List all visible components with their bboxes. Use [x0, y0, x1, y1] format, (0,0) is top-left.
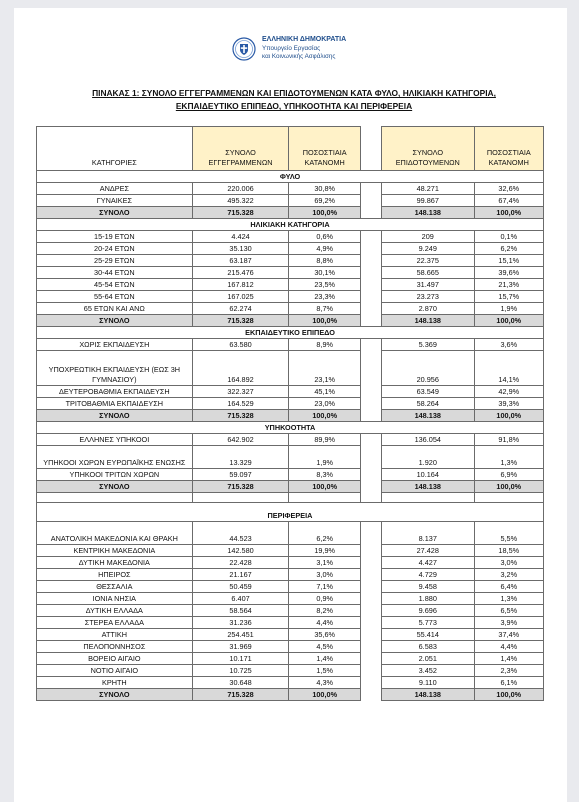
logo-line-3: και Κοινωνικής Ασφάλισης — [262, 53, 336, 60]
spacer — [360, 410, 381, 422]
row-label: ΥΠΗΚΟΟΙ ΧΩΡΩΝ ΕΥΡΩΠΑΪΚΗΣ ΕΝΩΣΗΣ — [37, 446, 193, 469]
registered-pct-value: 7,1% — [289, 581, 361, 593]
subsidized-value: 55.414 — [381, 629, 474, 641]
registered-pct-value: 6,2% — [289, 522, 361, 545]
subsidized-pct-value: 39,3% — [474, 398, 543, 410]
logo-line-1: ΕΛΛΗΝΙΚΗ ΔΗΜΟΚΡΑΤΙΑ — [262, 36, 347, 43]
subsidized-pct-value: 0,1% — [474, 231, 543, 243]
header-registered-pct: ΠΟΣΟΣΤΙΑΙΑ ΚΑΤΑΝΟΜΗ — [289, 127, 361, 171]
spacer — [360, 231, 381, 243]
row-label: ΑΝΑΤΟΛΙΚΗ ΜΑΚΕΔΟΝΙΑ ΚΑΙ ΘΡΑΚΗ — [37, 522, 193, 545]
registered-pct-value: 30,1% — [289, 267, 361, 279]
row-label: 65 ΕΤΩΝ ΚΑΙ ΑΝΩ — [37, 303, 193, 315]
spacer — [360, 255, 381, 267]
registered-value: 31.969 — [192, 641, 289, 653]
spacer-cell — [37, 493, 193, 503]
table-row — [37, 195, 544, 207]
subsidized-pct-value: 5,5% — [474, 522, 543, 545]
registered-value: 10.725 — [192, 665, 289, 677]
row-label: ΣΥΝΟΛΟ — [37, 410, 193, 422]
table-row — [37, 593, 544, 605]
registered-pct-value: 8,9% — [289, 339, 361, 351]
registered-pct-value: 69,2% — [289, 195, 361, 207]
row-label: ΑΤΤΙΚΗ — [37, 629, 193, 641]
total-row — [37, 207, 544, 219]
spacer — [360, 557, 381, 569]
ministry-logo — [232, 36, 372, 66]
table-row — [37, 569, 544, 581]
section-title: ΥΠΗΚΟΟΤΗΤΑ — [37, 422, 544, 434]
subsidized-pct-value: 1,3% — [474, 446, 543, 469]
total-row — [37, 689, 544, 701]
spacer — [360, 593, 381, 605]
row-label: 25-29 ΕΤΩΝ — [37, 255, 193, 267]
table-row — [37, 522, 544, 545]
subsidized-value: 209 — [381, 231, 474, 243]
spacer — [360, 605, 381, 617]
registered-pct-value: 0,6% — [289, 231, 361, 243]
row-label: ΓΥΝΑΙΚΕΣ — [37, 195, 193, 207]
row-label: ΝΟΤΙΟ ΑΙΓΑΙΟ — [37, 665, 193, 677]
registered-pct-value: 100,0% — [289, 207, 361, 219]
subsidized-value: 2.870 — [381, 303, 474, 315]
spacer — [360, 689, 381, 701]
table-row — [37, 267, 544, 279]
subsidized-value: 63.549 — [381, 386, 474, 398]
subsidized-value: 148.138 — [381, 481, 474, 493]
subsidized-pct-value: 37,4% — [474, 629, 543, 641]
subsidized-value: 48.271 — [381, 183, 474, 195]
registered-value: 59.097 — [192, 469, 289, 481]
registered-value: 715.328 — [192, 315, 289, 327]
spacer — [360, 653, 381, 665]
header-subsidized: ΣΥΝΟΛΟ ΕΠΙΔΟΤΟΥΜΕΝΩΝ — [381, 127, 474, 171]
registered-pct-value: 8,3% — [289, 469, 361, 481]
row-label: ΠΕΛΟΠΟΝΝΗΣΟΣ — [37, 641, 193, 653]
registered-value: 215.476 — [192, 267, 289, 279]
spacer-cell — [289, 493, 361, 503]
total-row — [37, 315, 544, 327]
row-label: ΙΟΝΙΑ ΝΗΣΙΑ — [37, 593, 193, 605]
registered-value: 715.328 — [192, 689, 289, 701]
subsidized-value: 31.497 — [381, 279, 474, 291]
registered-value: 6.407 — [192, 593, 289, 605]
subsidized-value: 9.696 — [381, 605, 474, 617]
subsidized-pct-value: 3,0% — [474, 557, 543, 569]
header-category: ΚΑΤΗΓΟΡΙΕΣ — [37, 127, 193, 171]
subsidized-value: 22.375 — [381, 255, 474, 267]
spacer — [360, 581, 381, 593]
registered-value: 715.328 — [192, 207, 289, 219]
section-title: ΕΚΠΑΙΔΕΥΤΙΚΟ ΕΠΙΠΕΔΟ — [37, 327, 544, 339]
spacer — [360, 677, 381, 689]
subsidized-value: 5.369 — [381, 339, 474, 351]
subsidized-value: 3.452 — [381, 665, 474, 677]
subsidized-pct-value: 6,2% — [474, 243, 543, 255]
subsidized-value: 148.138 — [381, 207, 474, 219]
table-row — [37, 557, 544, 569]
registered-value: 715.328 — [192, 481, 289, 493]
registered-pct-value: 1,9% — [289, 446, 361, 469]
subsidized-value: 6.583 — [381, 641, 474, 653]
table-row — [37, 398, 544, 410]
registered-pct-value: 100,0% — [289, 481, 361, 493]
subsidized-pct-value: 21,3% — [474, 279, 543, 291]
spacer — [360, 267, 381, 279]
subsidized-pct-value: 1,3% — [474, 593, 543, 605]
total-row — [37, 481, 544, 493]
subsidized-value: 9.458 — [381, 581, 474, 593]
table-title-line-2: ΕΚΠΑΙΔΕΥΤΙΚΟ ΕΠΙΠΕΔΟ, ΥΠΗΚΟΟΤΗΤΑ ΚΑΙ ΠΕΡΙΦΕΡΕΙΑ — [175, 101, 413, 111]
spacer-cell — [360, 493, 381, 503]
registered-value: 50.459 — [192, 581, 289, 593]
registered-pct-value: 45,1% — [289, 386, 361, 398]
row-label: ΧΩΡΙΣ ΕΚΠΑΙΔΕΥΣΗ — [37, 339, 193, 351]
row-label: ΤΡΙΤΟΒΑΘΜΙΑ ΕΚΠΑΙΔΕΥΣΗ — [37, 398, 193, 410]
section-title: ΠΕΡΙΦΕΡΕΙΑ — [37, 503, 544, 522]
row-label: 55-64 ΕΤΩΝ — [37, 291, 193, 303]
table-row — [37, 677, 544, 689]
spacer-cell — [192, 493, 289, 503]
registered-value: 4.424 — [192, 231, 289, 243]
table-row — [37, 303, 544, 315]
spacer — [360, 195, 381, 207]
table-row — [37, 545, 544, 557]
subsidized-pct-value: 4,4% — [474, 641, 543, 653]
subsidized-pct-value: 91,8% — [474, 434, 543, 446]
row-label: ΣΤΕΡΕΑ ΕΛΛΑΔΑ — [37, 617, 193, 629]
section-header-row — [37, 327, 544, 339]
subsidized-pct-value: 18,5% — [474, 545, 543, 557]
subsidized-pct-value: 3,6% — [474, 339, 543, 351]
row-label: ΚΡΗΤΗ — [37, 677, 193, 689]
registered-value: 21.167 — [192, 569, 289, 581]
subsidized-value: 9.110 — [381, 677, 474, 689]
registered-pct-value: 4,5% — [289, 641, 361, 653]
subsidized-pct-value: 1,9% — [474, 303, 543, 315]
subsidized-value: 1.880 — [381, 593, 474, 605]
table-title-line-1: ΠΙΝΑΚΑΣ 1: ΣΥΝΟΛΟ ΕΓΓΕΓΡΑΜΜΕΝΩΝ ΚΑΙ ΕΠΙΔΟΤΟΥΜΕΝΩΝ ΚΑΤΑ ΦΥΛΟ, ΗΛΙΚΙΑΚΗ ΚΑΤΗΓΟΡΙΑ, — [92, 88, 496, 98]
registered-pct-value: 0,9% — [289, 593, 361, 605]
statistics-table — [36, 126, 544, 701]
row-label: ΒΟΡΕΙΟ ΑΙΓΑΙΟ — [37, 653, 193, 665]
registered-value: 58.564 — [192, 605, 289, 617]
subsidized-pct-value: 14,1% — [474, 351, 543, 386]
subsidized-value: 148.138 — [381, 315, 474, 327]
registered-value: 495.322 — [192, 195, 289, 207]
header-registered: ΣΥΝΟΛΟ ΕΓΓΕΓΡΑΜΜΕΝΩΝ — [192, 127, 289, 171]
table-row — [37, 183, 544, 195]
registered-pct-value: 89,9% — [289, 434, 361, 446]
table-row — [37, 351, 544, 386]
subsidized-value: 27.428 — [381, 545, 474, 557]
table-row — [37, 653, 544, 665]
subsidized-pct-value: 100,0% — [474, 481, 543, 493]
registered-value: 254.451 — [192, 629, 289, 641]
registered-value: 167.025 — [192, 291, 289, 303]
registered-value: 31.236 — [192, 617, 289, 629]
subsidized-pct-value: 100,0% — [474, 315, 543, 327]
subsidized-value: 148.138 — [381, 689, 474, 701]
subsidized-pct-value: 6,1% — [474, 677, 543, 689]
registered-pct-value: 4,4% — [289, 617, 361, 629]
registered-value: 164.892 — [192, 351, 289, 386]
registered-pct-value: 3,0% — [289, 569, 361, 581]
registered-pct-value: 100,0% — [289, 689, 361, 701]
document-page — [14, 8, 567, 802]
subsidized-pct-value: 32,6% — [474, 183, 543, 195]
subsidized-pct-value: 1,4% — [474, 653, 543, 665]
subsidized-pct-value: 39,6% — [474, 267, 543, 279]
row-label: 30-44 ΕΤΩΝ — [37, 267, 193, 279]
table-row — [37, 469, 544, 481]
registered-pct-value: 100,0% — [289, 410, 361, 422]
subsidized-pct-value: 3,9% — [474, 617, 543, 629]
registered-value: 44.523 — [192, 522, 289, 545]
spacer — [360, 291, 381, 303]
subsidized-pct-value: 3,2% — [474, 569, 543, 581]
section-header-row — [37, 503, 544, 522]
row-label: 20-24 ΕΤΩΝ — [37, 243, 193, 255]
section-title: ΗΛΙΚΙΑΚΗ ΚΑΤΗΓΟΡΙΑ — [37, 219, 544, 231]
table-row — [37, 581, 544, 593]
row-label: ΔΥΤΙΚΗ ΕΛΛΑΔΑ — [37, 605, 193, 617]
subsidized-value: 136.054 — [381, 434, 474, 446]
spacer-cell — [381, 493, 474, 503]
table-row — [37, 255, 544, 267]
spacer — [360, 481, 381, 493]
registered-pct-value: 8,7% — [289, 303, 361, 315]
spacer — [360, 303, 381, 315]
spacer — [360, 339, 381, 351]
registered-value: 13.329 — [192, 446, 289, 469]
row-label: ΥΠΗΚΟΟΙ ΤΡΙΤΩΝ ΧΩΡΩΝ — [37, 469, 193, 481]
spacer — [360, 469, 381, 481]
table-row — [37, 629, 544, 641]
spacer — [360, 665, 381, 677]
total-row — [37, 410, 544, 422]
subsidized-value: 20.956 — [381, 351, 474, 386]
spacer — [360, 351, 381, 386]
registered-pct-value: 19,9% — [289, 545, 361, 557]
spacer — [360, 398, 381, 410]
row-label: ΣΥΝΟΛΟ — [37, 315, 193, 327]
subsidized-pct-value: 15,1% — [474, 255, 543, 267]
spacer — [360, 434, 381, 446]
spacer-cell — [474, 493, 543, 503]
table-row — [37, 434, 544, 446]
registered-value: 715.328 — [192, 410, 289, 422]
subsidized-pct-value: 100,0% — [474, 207, 543, 219]
subsidized-pct-value: 2,3% — [474, 665, 543, 677]
registered-value: 322.327 — [192, 386, 289, 398]
subsidized-pct-value: 6,4% — [474, 581, 543, 593]
registered-pct-value: 23,1% — [289, 351, 361, 386]
registered-pct-value: 23,3% — [289, 291, 361, 303]
registered-value: 30.648 — [192, 677, 289, 689]
subsidized-pct-value: 100,0% — [474, 689, 543, 701]
registered-value: 10.171 — [192, 653, 289, 665]
spacer — [360, 569, 381, 581]
subsidized-value: 23.273 — [381, 291, 474, 303]
subsidized-value: 5.773 — [381, 617, 474, 629]
row-label: 45-54 ΕΤΩΝ — [37, 279, 193, 291]
table-row — [37, 386, 544, 398]
spacer — [360, 545, 381, 557]
table-row — [37, 665, 544, 677]
registered-value: 642.902 — [192, 434, 289, 446]
registered-pct-value: 1,5% — [289, 665, 361, 677]
subsidized-value: 58.665 — [381, 267, 474, 279]
subsidized-pct-value: 15,7% — [474, 291, 543, 303]
spacer — [360, 446, 381, 469]
header-spacer — [360, 127, 381, 171]
registered-pct-value: 100,0% — [289, 315, 361, 327]
registered-pct-value: 4,9% — [289, 243, 361, 255]
table-row — [37, 279, 544, 291]
row-label: ΑΝΔΡΕΣ — [37, 183, 193, 195]
registered-pct-value: 23,5% — [289, 279, 361, 291]
spacer — [360, 386, 381, 398]
section-header-row — [37, 171, 544, 183]
spacer — [360, 522, 381, 545]
registered-value: 220.006 — [192, 183, 289, 195]
table-row — [37, 641, 544, 653]
registered-value: 164.529 — [192, 398, 289, 410]
subsidized-pct-value: 67,4% — [474, 195, 543, 207]
spacer — [360, 183, 381, 195]
table-row — [37, 446, 544, 469]
subsidized-pct-value: 42,9% — [474, 386, 543, 398]
section-header-row — [37, 219, 544, 231]
spacer — [360, 315, 381, 327]
registered-value: 142.580 — [192, 545, 289, 557]
registered-value: 63.187 — [192, 255, 289, 267]
spacer — [360, 641, 381, 653]
logo-line-2: Υπουργείο Εργασίας — [262, 45, 321, 52]
registered-pct-value: 3,1% — [289, 557, 361, 569]
registered-pct-value: 30,8% — [289, 183, 361, 195]
spacer — [360, 629, 381, 641]
header-subsidized-pct: ΠΟΣΟΣΤΙΑΙΑ ΚΑΤΑΝΟΜΗ — [474, 127, 543, 171]
section-title: ΦΥΛΟ — [37, 171, 544, 183]
subsidized-pct-value: 100,0% — [474, 410, 543, 422]
registered-value: 22.428 — [192, 557, 289, 569]
row-label: ΥΠΟΧΡΕΩΤΙΚΗ ΕΚΠΑΙΔΕΥΣΗ (ΕΩΣ 3Η ΓΥΜΝΑΣΙΟΥ) — [37, 351, 193, 386]
subsidized-pct-value: 6,9% — [474, 469, 543, 481]
registered-value: 35.130 — [192, 243, 289, 255]
row-label: ΚΕΝΤΡΙΚΗ ΜΑΚΕΔΟΝΙΑ — [37, 545, 193, 557]
subsidized-value: 148.138 — [381, 410, 474, 422]
spacer — [360, 617, 381, 629]
row-label: ΣΥΝΟΛΟ — [37, 689, 193, 701]
spacer-row — [37, 493, 544, 503]
row-label: ΔΕΥΤΕΡΟΒΑΘΜΙΑ ΕΚΠΑΙΔΕΥΣΗ — [37, 386, 193, 398]
table-row — [37, 339, 544, 351]
subsidized-value: 58.264 — [381, 398, 474, 410]
registered-pct-value: 4,3% — [289, 677, 361, 689]
subsidized-value: 4.427 — [381, 557, 474, 569]
row-label: 15-19 ΕΤΩΝ — [37, 231, 193, 243]
row-label: ΕΛΛΗΝΕΣ ΥΠΗΚΟΟΙ — [37, 434, 193, 446]
subsidized-value: 2.051 — [381, 653, 474, 665]
registered-value: 62.274 — [192, 303, 289, 315]
table-row — [37, 243, 544, 255]
registered-pct-value: 35,6% — [289, 629, 361, 641]
row-label: ΔΥΤΙΚΗ ΜΑΚΕΔΟΝΙΑ — [37, 557, 193, 569]
table-header-row — [37, 127, 544, 171]
section-header-row — [37, 422, 544, 434]
spacer — [360, 207, 381, 219]
subsidized-pct-value: 6,5% — [474, 605, 543, 617]
greek-emblem-icon — [232, 37, 256, 61]
spacer — [360, 243, 381, 255]
registered-value: 167.812 — [192, 279, 289, 291]
registered-value: 63.580 — [192, 339, 289, 351]
subsidized-value: 9.249 — [381, 243, 474, 255]
row-label: ΘΕΣΣΑΛΙΑ — [37, 581, 193, 593]
table-row — [37, 617, 544, 629]
row-label: ΣΥΝΟΛΟ — [37, 481, 193, 493]
registered-pct-value: 1,4% — [289, 653, 361, 665]
subsidized-value: 1.920 — [381, 446, 474, 469]
table-row — [37, 605, 544, 617]
table-row — [37, 231, 544, 243]
registered-pct-value: 8,2% — [289, 605, 361, 617]
row-label: ΗΠΕΙΡΟΣ — [37, 569, 193, 581]
subsidized-value: 99.867 — [381, 195, 474, 207]
subsidized-value: 8.137 — [381, 522, 474, 545]
subsidized-value: 4.729 — [381, 569, 474, 581]
registered-pct-value: 23,0% — [289, 398, 361, 410]
subsidized-value: 10.164 — [381, 469, 474, 481]
registered-pct-value: 8,8% — [289, 255, 361, 267]
table-row — [37, 291, 544, 303]
row-label: ΣΥΝΟΛΟ — [37, 207, 193, 219]
spacer — [360, 279, 381, 291]
